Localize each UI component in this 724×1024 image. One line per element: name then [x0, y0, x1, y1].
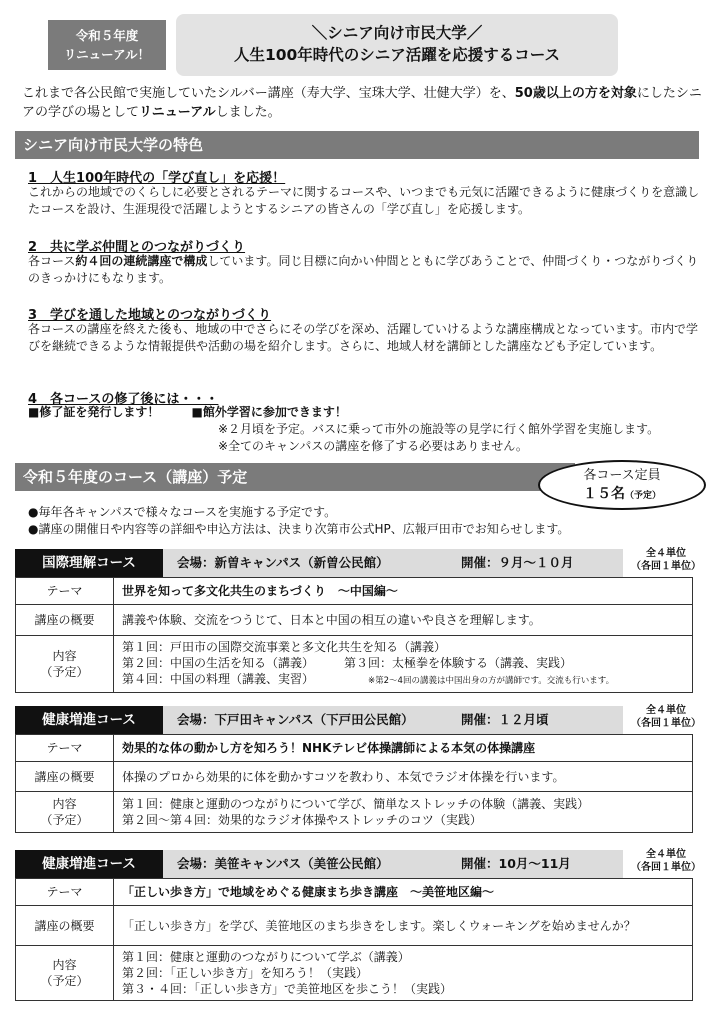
- content-label: [16, 636, 114, 693]
- course-venue: 会場：新曽キャンパス（新曽公民館）: [177, 555, 389, 570]
- feature-2-body: [28, 253, 700, 287]
- intro-text-3: しました。: [215, 105, 281, 120]
- course-info-bar: [163, 706, 623, 734]
- course-units: [627, 704, 705, 730]
- content-label-2: （予定）: [40, 665, 89, 679]
- course-units: [627, 848, 705, 874]
- content-line-text: 第４回：中国の料理（講義、実習）: [122, 672, 315, 686]
- theme-label: テーマ: [16, 879, 114, 906]
- overview-row: [16, 762, 693, 792]
- units-total: 全４単位: [646, 705, 686, 716]
- theme-label: テーマ: [16, 578, 114, 605]
- course-venue: 会場：美笹キャンパス（美笹公民館）: [177, 856, 389, 871]
- content-row: [16, 946, 693, 1001]
- course-name: 健康増進コース: [15, 850, 163, 878]
- theme-label: テーマ: [16, 735, 114, 762]
- content-label: [16, 792, 114, 833]
- overview-value: 「正しい歩き方」を学び、美笹地区のまち歩きをします。楽しくウォーキングを始めませんか？: [114, 906, 693, 946]
- course-name: 健康増進コース: [15, 706, 163, 734]
- units-per-session: （各回１単位）: [631, 862, 701, 873]
- capacity-value-row: [540, 485, 704, 506]
- feature-2-body-prefix: 各コース: [28, 254, 76, 268]
- content-label-1: 内容: [52, 649, 77, 663]
- course-table: [15, 577, 693, 693]
- course-card: [15, 549, 705, 693]
- schedule-notes: [28, 504, 700, 538]
- feature-4-note-2: ※全てのキャンパスの講座を修了する必要はありません。: [218, 439, 528, 453]
- course-table: [15, 734, 693, 833]
- title-line-2: 人生100年時代のシニア活躍を応援するコース: [233, 46, 561, 64]
- overview-label: 講座の概要: [16, 906, 114, 946]
- units-per-session: （各回１単位）: [631, 561, 701, 572]
- theme-row: [16, 578, 693, 605]
- theme-value: 世界を知って多文化共生のまちづくり ～中国編～: [114, 578, 693, 605]
- course-units: [627, 547, 705, 573]
- course-period: 開催：９月～１０月: [461, 555, 574, 570]
- capacity-value: １５名: [582, 486, 625, 502]
- content-line: 第１回：健康と運動のつながりについて学び、簡単なストレッチの体験（講義、実践）: [122, 797, 590, 811]
- badge-line-1: 令和５年度: [75, 28, 139, 43]
- feature-4-notes: [218, 421, 708, 455]
- content-row: [16, 636, 693, 693]
- content-value: [114, 946, 693, 1001]
- feature-2-body-bold: 約４回の連続講座で構成: [75, 254, 208, 268]
- badge-line-2: リニューアル！: [63, 47, 151, 62]
- content-line: 第３・４回：「正しい歩き方」で美笹地区を歩こう！（実践）: [122, 982, 453, 996]
- content-value: [114, 636, 693, 693]
- course-header: [15, 706, 705, 734]
- intro-target-age: 50歳以上の方を対象: [514, 86, 637, 101]
- intro-text-2: にしたシニアの学びの場として: [22, 86, 702, 120]
- course-header: [15, 850, 705, 878]
- feature-2-title: 2 共に学ぶ仲間とのつながりづくり: [28, 240, 246, 255]
- overview-value: 体操のプロから効果的に体を動かすコツを教わり、本気でラジオ体操を行います。: [114, 762, 693, 792]
- feature-4-note-1: ※２月頃を予定。バスに乗って市外の施設等の見学に行く館外学習を実施します。: [218, 422, 660, 436]
- feature-4-items: [28, 404, 700, 421]
- intro-paragraph: [22, 84, 702, 122]
- overview-row: [16, 906, 693, 946]
- features-heading: シニア向け市民大学の特色: [15, 131, 699, 159]
- units-total: 全４単位: [646, 548, 686, 559]
- content-label: [16, 946, 114, 1001]
- feature-4-item-1: ■修了証を発行します！: [28, 405, 160, 419]
- content-value: [114, 792, 693, 833]
- content-note: ※第2～4回の講義は中国出身の方が講師です。交流も行います。: [368, 676, 615, 686]
- content-line: 第２回：中国の生活を知る（講義） 第３回：太極拳を体験する（講義、実践）: [122, 656, 573, 670]
- content-line: 第２回～第４回：効果的なラジオ体操やストレッチのコツ（実践）: [122, 813, 482, 827]
- overview-label: 講座の概要: [16, 605, 114, 636]
- units-per-session: （各回１単位）: [631, 718, 701, 729]
- feature-1-title: 1 人生100年時代の「学び直し」を応援！: [28, 171, 286, 186]
- capacity-label: 各コース定員: [583, 468, 661, 483]
- feature-3-title: 3 学びを通した地域とのつながりづくり: [28, 308, 272, 323]
- feature-1-body: これからの地域でのくらしに必要とされるテーマに関するコースや、いつまでも元気に活躍できるように健康づくりを意識したコースを設け、生涯現役で活躍しようとするシニアの皆さんの「学び直し」を応援します。: [28, 185, 700, 216]
- content-line: 第１回：戸田市の国際交流事業と多文化共生を知る（講義）: [122, 640, 447, 654]
- units-total: 全４単位: [646, 849, 686, 860]
- capacity-suffix: （予定）: [624, 491, 661, 501]
- feature-4-title: 4 各コースの修了後には・・・: [28, 392, 219, 407]
- course-table: [15, 878, 693, 1001]
- feature-3-body: 各コースの講座を終えた後も、地域の中でさらにその学びを深め、活躍していけるような講座構成となっています。市内で学びを継続できるような情報提供や活動の場を紹介します。さらに、地域人材を講師とした講座なども予定しています。: [28, 322, 698, 353]
- content-line: 第２回：「正しい歩き方」を知ろう！（実践）: [122, 966, 369, 980]
- theme-value: 効果的な体の動かし方を知ろう！NHKテレビ体操講師による本気の体操講座: [114, 735, 693, 762]
- overview-label: 講座の概要: [16, 762, 114, 792]
- feature-4-item-2: ■館外学習に参加できます！: [191, 405, 347, 419]
- capacity-bubble: [538, 460, 706, 510]
- content-label-2: （予定）: [40, 974, 89, 988]
- course-period: 開催：10月～11月: [461, 856, 571, 871]
- overview-row: [16, 605, 693, 636]
- title-line-1: ＼シニア向け市民大学／: [311, 24, 483, 42]
- theme-row: [16, 879, 693, 906]
- course-info-bar: [163, 549, 623, 577]
- schedule-note-1: ●毎年各キャンパスで様々なコースを実施する予定です。: [28, 505, 337, 519]
- renewal-badge: [48, 20, 166, 70]
- course-name: 国際理解コース: [15, 549, 163, 577]
- page-title: [176, 14, 618, 76]
- course-venue: 会場：下戸田キャンパス（下戸田公民館）: [177, 712, 414, 727]
- course-card: [15, 706, 705, 833]
- theme-value: 「正しい歩き方」で地域をめぐる健康まち歩き講座 ～美笹地区編～: [114, 879, 693, 906]
- course-header: [15, 549, 705, 577]
- intro-renewal: リニューアル: [139, 105, 216, 120]
- schedule-heading: 令和５年度のコース（講座）予定: [15, 463, 575, 491]
- theme-row: [16, 735, 693, 762]
- content-label-1: 内容: [52, 797, 77, 811]
- content-line: 第１回：健康と運動のつながりについて学ぶ（講義）: [122, 950, 410, 964]
- top-banner: [48, 14, 618, 76]
- course-info-bar: [163, 850, 623, 878]
- content-label-1: 内容: [52, 958, 77, 972]
- intro-text-1: これまで各公民館で実施していたシルバー講座（寿大学、宝珠大学、壮健大学）を、: [22, 86, 515, 101]
- content-line: [122, 671, 684, 689]
- course-card: [15, 850, 705, 1001]
- course-period: 開催：１２月頃: [461, 712, 549, 727]
- content-row: [16, 792, 693, 833]
- feature-2-body-suffix: しています。同じ目標に向かい仲間とともに学びあうことで、仲間づくり・つながりづくりのきっかけにもなります。: [28, 254, 699, 285]
- schedule-note-2: ●講座の開催日や内容等の詳細や申込方法は、決まり次第市公式HP、広報戸田市でお知らせします。: [28, 522, 570, 536]
- overview-value: 講義や体験、交流をつうじて、日本と中国の相互の違いや良さを理解します。: [114, 605, 693, 636]
- content-label-2: （予定）: [40, 813, 89, 827]
